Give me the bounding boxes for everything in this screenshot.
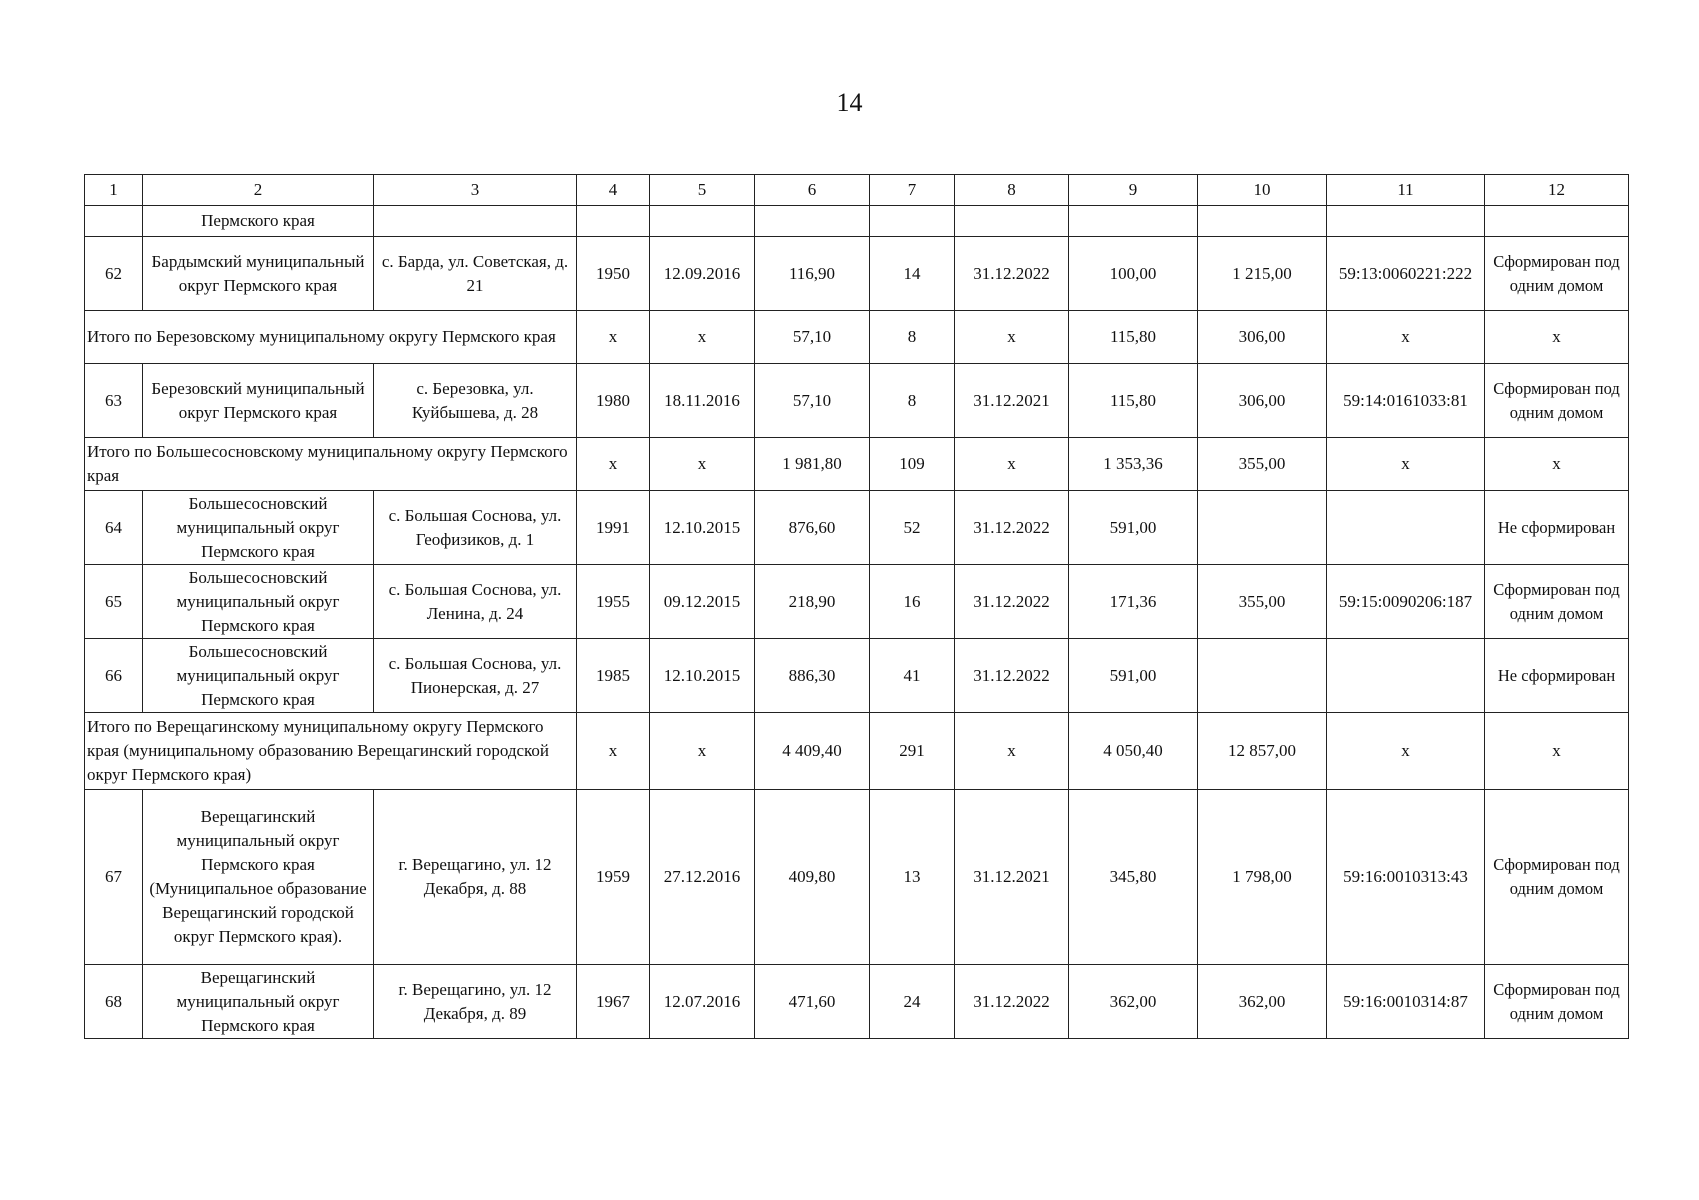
table-cell: х bbox=[955, 438, 1069, 491]
year-cell: 1967 bbox=[577, 965, 650, 1039]
area10-cell: 362,00 bbox=[1198, 965, 1327, 1039]
table-row bbox=[85, 491, 1629, 565]
status-cell: Не сформирован bbox=[1485, 491, 1629, 565]
column-header: 6 bbox=[755, 175, 870, 206]
table-cell: 1 353,36 bbox=[1069, 438, 1198, 491]
table-cell bbox=[1327, 206, 1485, 237]
municipality-cell: Большесосновский муниципальный округ Пермского края bbox=[143, 639, 374, 713]
table-cell: х bbox=[1485, 438, 1629, 491]
table-cell bbox=[755, 206, 870, 237]
status-cell: Сформирован под одним домом bbox=[1485, 237, 1629, 311]
table-cell: х bbox=[577, 438, 650, 491]
column-header: 10 bbox=[1198, 175, 1327, 206]
municipality-cell: Пермского края bbox=[143, 206, 374, 237]
table-cell: х bbox=[1485, 713, 1629, 790]
people-cell: 52 bbox=[870, 491, 955, 565]
people-cell: 41 bbox=[870, 639, 955, 713]
table-cell: х bbox=[1327, 438, 1485, 491]
cadastral-cell bbox=[1327, 639, 1485, 713]
column-header: 12 bbox=[1485, 175, 1629, 206]
area10-cell bbox=[1198, 639, 1327, 713]
status-cell: Сформирован под одним домом bbox=[1485, 364, 1629, 438]
municipality-cell: Верещагинский муниципальный округ Пермского края bbox=[143, 965, 374, 1039]
people-cell: 16 bbox=[870, 565, 955, 639]
row-number: 63 bbox=[85, 364, 143, 438]
table-row bbox=[85, 237, 1629, 311]
cadastral-cell: 59:16:0010314:87 bbox=[1327, 965, 1485, 1039]
table-cell bbox=[577, 206, 650, 237]
table-cell: х bbox=[955, 311, 1069, 364]
status-cell: Не сформирован bbox=[1485, 639, 1629, 713]
year-cell: 1955 bbox=[577, 565, 650, 639]
row-number: 65 bbox=[85, 565, 143, 639]
table-cell bbox=[870, 206, 955, 237]
people-cell: 24 bbox=[870, 965, 955, 1039]
deadline-cell: 31.12.2022 bbox=[955, 965, 1069, 1039]
area-cell: 471,60 bbox=[755, 965, 870, 1039]
area10-cell: 306,00 bbox=[1198, 364, 1327, 438]
date-cell: 27.12.2016 bbox=[650, 790, 755, 965]
table-cell bbox=[1069, 206, 1198, 237]
table-cell: 12 857,00 bbox=[1198, 713, 1327, 790]
table-cell: х bbox=[955, 713, 1069, 790]
date-cell: 12.09.2016 bbox=[650, 237, 755, 311]
column-header: 3 bbox=[374, 175, 577, 206]
table-cell bbox=[1198, 206, 1327, 237]
column-header: 2 bbox=[143, 175, 374, 206]
table-cell: 8 bbox=[870, 311, 955, 364]
table-row bbox=[85, 364, 1629, 438]
column-header: 9 bbox=[1069, 175, 1198, 206]
deadline-cell: 31.12.2022 bbox=[955, 237, 1069, 311]
table-cell: х bbox=[577, 713, 650, 790]
area-cell: 218,90 bbox=[755, 565, 870, 639]
table-cell: х bbox=[650, 438, 755, 491]
continuation-row bbox=[85, 206, 1629, 237]
people-cell: 8 bbox=[870, 364, 955, 438]
municipality-cell: Большесосновский муниципальный округ Пермского края bbox=[143, 565, 374, 639]
table-cell: х bbox=[577, 311, 650, 364]
table-cell: 355,00 bbox=[1198, 438, 1327, 491]
page-number: 14 bbox=[836, 88, 863, 117]
people-cell: 13 bbox=[870, 790, 955, 965]
cadastral-cell: 59:16:0010313:43 bbox=[1327, 790, 1485, 965]
table-row bbox=[85, 965, 1629, 1039]
cadastral-cell: 59:13:0060221:222 bbox=[1327, 237, 1485, 311]
table-cell: х bbox=[1327, 311, 1485, 364]
total-label: Итого по Большесосновскому муниципальному округу Пермского края bbox=[85, 438, 577, 491]
address-cell: с. Березовка, ул. Куйбышева, д. 28 bbox=[374, 364, 577, 438]
date-cell: 12.07.2016 bbox=[650, 965, 755, 1039]
table-row bbox=[85, 565, 1629, 639]
table-cell bbox=[85, 206, 143, 237]
area-cell: 116,90 bbox=[755, 237, 870, 311]
address-cell: с. Большая Соснова, ул. Пионерская, д. 27 bbox=[374, 639, 577, 713]
area9-cell: 100,00 bbox=[1069, 237, 1198, 311]
area-cell: 886,30 bbox=[755, 639, 870, 713]
area9-cell: 591,00 bbox=[1069, 639, 1198, 713]
registry-table bbox=[84, 174, 1629, 1039]
column-header: 11 bbox=[1327, 175, 1485, 206]
deadline-cell: 31.12.2022 bbox=[955, 565, 1069, 639]
deadline-cell: 31.12.2022 bbox=[955, 639, 1069, 713]
year-cell: 1950 bbox=[577, 237, 650, 311]
area9-cell: 345,80 bbox=[1069, 790, 1198, 965]
table-cell: х bbox=[650, 311, 755, 364]
table-cell bbox=[955, 206, 1069, 237]
total-row bbox=[85, 311, 1629, 364]
area9-cell: 115,80 bbox=[1069, 364, 1198, 438]
column-header: 8 bbox=[955, 175, 1069, 206]
date-cell: 18.11.2016 bbox=[650, 364, 755, 438]
table-row bbox=[85, 790, 1629, 965]
table-cell: 1 981,80 bbox=[755, 438, 870, 491]
table-cell: 4 050,40 bbox=[1069, 713, 1198, 790]
table-cell: 306,00 bbox=[1198, 311, 1327, 364]
area10-cell: 355,00 bbox=[1198, 565, 1327, 639]
area10-cell: 1 215,00 bbox=[1198, 237, 1327, 311]
deadline-cell: 31.12.2021 bbox=[955, 364, 1069, 438]
area10-cell: 1 798,00 bbox=[1198, 790, 1327, 965]
year-cell: 1959 bbox=[577, 790, 650, 965]
table-cell bbox=[1485, 206, 1629, 237]
deadline-cell: 31.12.2022 bbox=[955, 491, 1069, 565]
area-cell: 876,60 bbox=[755, 491, 870, 565]
table-cell bbox=[650, 206, 755, 237]
address-cell: с. Барда, ул. Советская, д. 21 bbox=[374, 237, 577, 311]
row-number: 67 bbox=[85, 790, 143, 965]
column-header: 1 bbox=[85, 175, 143, 206]
cadastral-cell: 59:14:0161033:81 bbox=[1327, 364, 1485, 438]
table-cell: 291 bbox=[870, 713, 955, 790]
table-row bbox=[85, 639, 1629, 713]
year-cell: 1991 bbox=[577, 491, 650, 565]
deadline-cell: 31.12.2021 bbox=[955, 790, 1069, 965]
cadastral-cell: 59:15:0090206:187 bbox=[1327, 565, 1485, 639]
year-cell: 1985 bbox=[577, 639, 650, 713]
municipality-cell: Березовский муниципальный округ Пермского края bbox=[143, 364, 374, 438]
row-number: 64 bbox=[85, 491, 143, 565]
table-cell: х bbox=[1327, 713, 1485, 790]
table-cell: х bbox=[650, 713, 755, 790]
column-header: 7 bbox=[870, 175, 955, 206]
status-cell: Сформирован под одним домом bbox=[1485, 965, 1629, 1039]
table-cell: 115,80 bbox=[1069, 311, 1198, 364]
row-number: 68 bbox=[85, 965, 143, 1039]
row-number: 62 bbox=[85, 237, 143, 311]
status-cell: Сформирован под одним домом bbox=[1485, 565, 1629, 639]
table-cell: 4 409,40 bbox=[755, 713, 870, 790]
table-cell bbox=[374, 206, 577, 237]
status-cell: Сформирован под одним домом bbox=[1485, 790, 1629, 965]
column-header: 5 bbox=[650, 175, 755, 206]
total-row bbox=[85, 713, 1629, 790]
address-cell: с. Большая Соснова, ул. Геофизиков, д. 1 bbox=[374, 491, 577, 565]
date-cell: 12.10.2015 bbox=[650, 639, 755, 713]
table-cell: 109 bbox=[870, 438, 955, 491]
area-cell: 409,80 bbox=[755, 790, 870, 965]
table-cell: х bbox=[1485, 311, 1629, 364]
total-label: Итого по Березовскому муниципальному округу Пермского края bbox=[85, 311, 577, 364]
row-number: 66 bbox=[85, 639, 143, 713]
date-cell: 09.12.2015 bbox=[650, 565, 755, 639]
address-cell: с. Большая Соснова, ул. Ленина, д. 24 bbox=[374, 565, 577, 639]
year-cell: 1980 bbox=[577, 364, 650, 438]
table-cell: 57,10 bbox=[755, 311, 870, 364]
area10-cell bbox=[1198, 491, 1327, 565]
area9-cell: 591,00 bbox=[1069, 491, 1198, 565]
municipality-cell: Бардымский муниципальный округ Пермского края bbox=[143, 237, 374, 311]
date-cell: 12.10.2015 bbox=[650, 491, 755, 565]
column-header: 4 bbox=[577, 175, 650, 206]
total-row bbox=[85, 438, 1629, 491]
column-number-row bbox=[85, 175, 1629, 206]
municipality-cell: Верещагинский муниципальный округ Пермского края (Муниципальное образование Верещагинский городской округ Пермского края). bbox=[143, 790, 374, 965]
area-cell: 57,10 bbox=[755, 364, 870, 438]
people-cell: 14 bbox=[870, 237, 955, 311]
cadastral-cell bbox=[1327, 491, 1485, 565]
address-cell: г. Верещагино, ул. 12 Декабря, д. 88 bbox=[374, 790, 577, 965]
total-label: Итого по Верещагинскому муниципальному округу Пермского края (муниципальному образованию Верещагинский городской округ Пермского края) bbox=[85, 713, 577, 790]
municipality-cell: Большесосновский муниципальный округ Пермского края bbox=[143, 491, 374, 565]
address-cell: г. Верещагино, ул. 12 Декабря, д. 89 bbox=[374, 965, 577, 1039]
area9-cell: 362,00 bbox=[1069, 965, 1198, 1039]
area9-cell: 171,36 bbox=[1069, 565, 1198, 639]
